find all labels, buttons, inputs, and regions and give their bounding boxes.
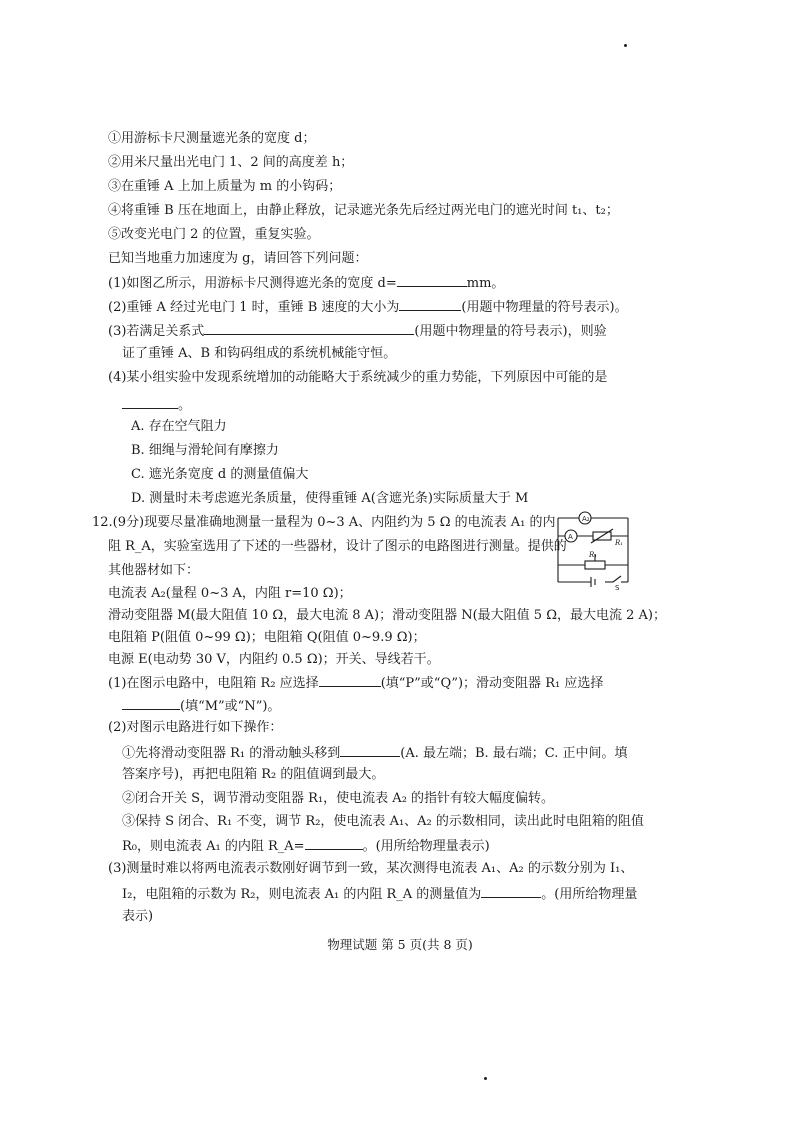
page-footer: 物理试题 第 5 页(共 8 页) (327, 937, 473, 952)
q11-part3-cont: 证了重锤 A、B 和钩码组成的系统机械能守恒。 (122, 346, 397, 361)
q11-part4-end: 。 (178, 398, 192, 413)
q11-part4: (4)某小组实验中发现系统增加的动能略大于系统减少的重力势能，下列原因中可能的是 (108, 370, 608, 385)
q12-part2-step3-cont (122, 836, 490, 856)
q12-part2-step3: ③保持 S 闭合、R₁ 不变，调节 R₂，使电流表 A₁、A₂ 的示数相同，读出此时电阻箱的阻值 (122, 814, 644, 829)
q12-part2: (2)对图示电路进行如下操作： (108, 720, 283, 735)
option-c: C. 遮光条宽度 d 的测量值偏大 (131, 467, 309, 482)
q12-part3-cont (122, 884, 637, 904)
rheostat-label: R₁ (589, 551, 598, 559)
q12-line7: 电源 E(电动势 30 V，内阻约 0.5 Ω)；开关、导线若干。 (108, 652, 440, 667)
q12-step1-text: ①先将滑动变阻器 R₁ 的滑动触头移到 (122, 746, 341, 761)
q12-line2: 阻 R_A，实验室选用了下述的一些器材，设计了图示的电路图进行测量。提供的 (108, 539, 567, 554)
step-5: ⑤改变光电门 2 的位置，重复实验。 (108, 227, 320, 242)
option-d: D. 测量时未考虑遮光条质量，使得重锤 A(含遮光条)实际质量大于 M (131, 491, 529, 506)
answer-blank (399, 297, 461, 311)
q11-part1-text: (1)如图乙所示，用游标卡尺测得遮光条的宽度 d= (108, 276, 397, 291)
step-3: ③在重锤 A 上加上质量为 m 的小钩码； (108, 179, 342, 194)
q12-step1-note: (A. 最左端；B. 最右端；C. 正中间。填 (400, 746, 628, 761)
scan-speck (484, 1077, 487, 1080)
q12-step3-text: R₀，则电流表 A₁ 的内阻 R_A= (122, 839, 305, 854)
answer-blank (122, 395, 178, 409)
q11-part2-text: (2)重锤 A 经过光电门 1 时，重锤 B 速度的大小为 (108, 300, 400, 315)
rheostat (585, 561, 605, 569)
q12-part2-step2: ②闭合开关 S，调节滑动变阻器 R₁，使电流表 A₂ 的指针有较大幅度偏转。 (122, 791, 555, 806)
option-b: B. 细绳与滑轮间有摩擦力 (131, 443, 279, 458)
q11-part1 (108, 273, 504, 293)
q12-part2-step1-cont: 答案序号)，再把电阻箱 R₂ 的阻值调到最大。 (122, 767, 385, 782)
q12-part3: (3)测量时难以将两电流表示数刚好调节到一致，某次测得电流表 A₁、A₂ 的示数分别为 I₁、 (108, 861, 634, 876)
resistor-label: R₁ (615, 539, 624, 547)
q12-line3: 其他器材如下： (108, 563, 200, 578)
answer-blank (305, 836, 363, 850)
q12-line4: 电流表 A₂(量程 0~3 A，内阻 r=10 Ω)； (108, 586, 352, 601)
q11-part1-unit: mm。 (466, 276, 505, 291)
q11-part2-note: (用题中物理量的符号表示)。 (461, 300, 628, 315)
q12-part1 (108, 673, 603, 693)
circuit-diagram (553, 510, 633, 590)
q11-part2 (108, 297, 628, 317)
answer-blank (340, 743, 400, 757)
step-4: ④将重锤 B 压在地面上，由静止释放，记录遮光条先后经过两光电门的遮光时间 t₁、t₂； (108, 203, 619, 218)
q12-part1-note2: (填“M”或“N”)。 (180, 699, 281, 714)
q11-part3-note: (用题中物理量的符号表示)，则验 (414, 324, 607, 339)
switch-lever (613, 576, 621, 582)
q12-step3-note: 。(用所给物理量表示) (362, 839, 490, 854)
answer-blank (481, 884, 541, 898)
ammeter-a2-label: A₂ (582, 515, 590, 523)
q12-part1-text: (1)在图示电路中，电阻箱 R₂ 应选择 (108, 676, 319, 691)
q12-line1: 12.(9分)现要尽量准确地测量一量程为 0~3 A、内阻约为 5 Ω 的电流表 A₁ 的内 (92, 515, 556, 530)
q11-part4-answer (122, 395, 191, 415)
q12-part1-note: (填“P”或“Q”)；滑动变阻器 R₁ 应选择 (380, 676, 604, 691)
q12-part3-text: I₂，电阻箱的示数为 R₂，则电流表 A₁ 的内阻 R_A 的测量值为 (122, 887, 482, 902)
switch-label: S (615, 584, 620, 590)
q12-part3-note: 。(用所给物理量 (541, 887, 638, 902)
step-1: ①用游标卡尺测量遮光条的宽度 d； (108, 131, 316, 146)
q12-part2-step1 (122, 743, 628, 763)
answer-blank (397, 273, 467, 287)
step-2: ②用米尺量出光电门 1、2 间的高度差 h； (108, 155, 354, 170)
ammeter-a1-label: A (568, 533, 573, 541)
answer-blank (319, 673, 381, 687)
scan-speck (624, 44, 627, 47)
q12-part1-cont (122, 696, 280, 716)
q11-part3-text: (3)若满足关系式 (108, 324, 205, 339)
q12-part3-end: 表示) (122, 909, 154, 924)
q12-line6: 电阻箱 P(阻值 0~99 Ω)；电阻箱 Q(阻值 0~9.9 Ω)； (108, 630, 426, 645)
q11-intro: 已知当地重力加速度为 g，请回答下列问题： (108, 251, 368, 266)
answer-blank (204, 321, 414, 335)
q12-line5: 滑动变阻器 M(最大阻值 10 Ω，最大电流 8 A)；滑动变阻器 N(最大阻值 5 Ω，最大电流 2 A)； (108, 608, 666, 623)
option-a: A. 存在空气阻力 (131, 419, 227, 434)
q11-part3 (108, 321, 607, 341)
answer-blank (122, 696, 180, 710)
